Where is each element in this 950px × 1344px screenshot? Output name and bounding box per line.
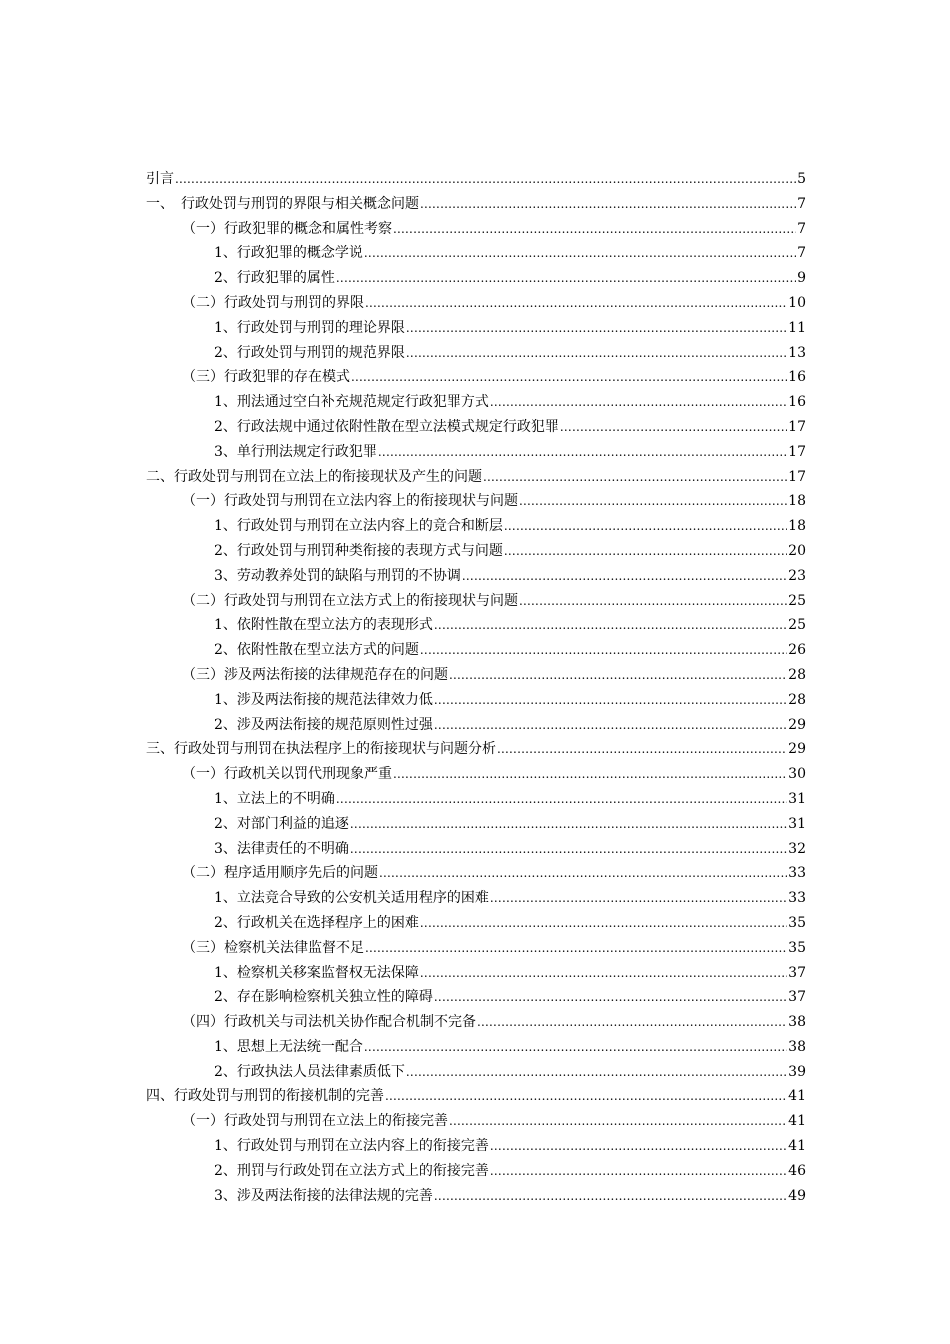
toc-entry-title: 1、立法上的不明确 bbox=[214, 790, 335, 807]
toc-entry[interactable] bbox=[146, 167, 806, 192]
toc-entry-page-number: 38 bbox=[788, 1038, 806, 1055]
toc-entry[interactable] bbox=[146, 465, 806, 490]
toc-entry-page-number: 28 bbox=[788, 666, 806, 683]
toc-entry-page-number: 46 bbox=[788, 1162, 806, 1179]
dot-leader bbox=[490, 1134, 787, 1159]
toc-entry-page-number: 41 bbox=[788, 1138, 806, 1155]
dot-leader bbox=[560, 415, 787, 440]
dot-leader bbox=[365, 291, 787, 316]
toc-entry-title: 3、单行刑法规定行政犯罪 bbox=[214, 443, 377, 460]
toc-entry[interactable] bbox=[146, 787, 806, 812]
toc-entry[interactable] bbox=[146, 539, 806, 564]
toc-entry[interactable] bbox=[146, 1159, 806, 1184]
toc-entry-page-number: 7 bbox=[797, 195, 806, 212]
toc-entry-page-number: 16 bbox=[788, 369, 806, 386]
toc-entry-page-number: 37 bbox=[788, 964, 806, 981]
toc-entry[interactable] bbox=[146, 936, 806, 961]
dot-leader bbox=[504, 539, 787, 564]
dot-leader bbox=[350, 837, 787, 862]
dot-leader bbox=[420, 961, 787, 986]
toc-entry-page-number: 25 bbox=[788, 617, 806, 634]
toc-entry[interactable] bbox=[146, 241, 806, 266]
dot-leader bbox=[420, 911, 787, 936]
dot-leader bbox=[406, 341, 787, 366]
toc-entry[interactable] bbox=[146, 861, 806, 886]
toc-entry-title: 四、行政处罚与刑罚的衔接机制的完善 bbox=[146, 1088, 384, 1105]
dot-leader bbox=[449, 663, 787, 688]
toc-entry[interactable] bbox=[146, 415, 806, 440]
toc-entry[interactable] bbox=[146, 291, 806, 316]
toc-entry-page-number: 32 bbox=[788, 840, 806, 857]
toc-entry-title: 2、存在影响检察机关独立性的障碍 bbox=[214, 989, 433, 1006]
toc-entry-title: （二）程序适用顺序先后的问题 bbox=[182, 865, 378, 882]
toc-entry-page-number: 7 bbox=[797, 220, 806, 237]
toc-entry-title: （三）行政犯罪的存在模式 bbox=[182, 369, 350, 386]
toc-entry-title: 引言 bbox=[146, 171, 174, 187]
toc-entry[interactable] bbox=[146, 1084, 806, 1109]
toc-entry-title: 1、刑法通过空白补充规范规定行政犯罪方式 bbox=[214, 394, 489, 411]
dot-leader bbox=[434, 985, 787, 1010]
toc-entry-page-number: 33 bbox=[788, 890, 806, 907]
dot-leader bbox=[364, 1035, 787, 1060]
toc-entry-page-number: 31 bbox=[788, 815, 806, 832]
toc-entry-page-number: 39 bbox=[788, 1063, 806, 1080]
dot-leader bbox=[364, 241, 796, 266]
toc-entry-page-number: 38 bbox=[788, 1014, 806, 1031]
dot-leader bbox=[490, 886, 787, 911]
toc-entry-title: 1、行政处罚与刑罚的理论界限 bbox=[214, 319, 405, 336]
toc-entry[interactable] bbox=[146, 192, 806, 217]
toc-entry-page-number: 5 bbox=[797, 171, 806, 187]
dot-leader bbox=[365, 936, 787, 961]
toc-entry-title: 2、行政执法人员法律素质低下 bbox=[214, 1063, 405, 1080]
toc-entry-page-number: 7 bbox=[797, 245, 806, 262]
toc-entry[interactable] bbox=[146, 489, 806, 514]
toc-entry-page-number: 49 bbox=[788, 1187, 806, 1204]
toc-entry[interactable] bbox=[146, 961, 806, 986]
dot-leader bbox=[449, 1109, 787, 1134]
dot-leader bbox=[393, 762, 787, 787]
toc-entry[interactable] bbox=[146, 266, 806, 291]
toc-entry[interactable] bbox=[146, 440, 806, 465]
dot-leader bbox=[336, 266, 796, 291]
toc-entry-title: 2、刑罚与行政处罚在立法方式上的衔接完善 bbox=[214, 1162, 489, 1179]
toc-entry-page-number: 23 bbox=[788, 567, 806, 584]
toc-entry-title: （四）行政机关与司法机关协作配合机制不完备 bbox=[182, 1014, 476, 1031]
toc-entry-page-number: 29 bbox=[788, 741, 806, 758]
toc-entry[interactable] bbox=[146, 713, 806, 738]
toc-entry[interactable] bbox=[146, 613, 806, 638]
toc-entry-page-number: 18 bbox=[788, 493, 806, 510]
toc-entry[interactable] bbox=[146, 316, 806, 341]
dot-leader bbox=[406, 316, 787, 341]
dot-leader bbox=[519, 489, 787, 514]
toc-entry-title: 1、行政犯罪的概念学说 bbox=[214, 245, 363, 262]
dot-leader bbox=[434, 1184, 787, 1209]
toc-entry[interactable] bbox=[146, 812, 806, 837]
toc-entry[interactable] bbox=[146, 589, 806, 614]
toc-entry[interactable] bbox=[146, 1184, 806, 1209]
dot-leader bbox=[406, 1060, 787, 1085]
toc-entry-page-number: 11 bbox=[788, 319, 806, 336]
toc-entry-title: （三）检察机关法律监督不足 bbox=[182, 939, 364, 956]
toc-entry[interactable] bbox=[146, 762, 806, 787]
toc-entry-page-number: 25 bbox=[788, 592, 806, 609]
toc-entry-title: 1、立法竞合导致的公安机关适用程序的困难 bbox=[214, 890, 489, 907]
dot-leader bbox=[434, 613, 787, 638]
toc-entry[interactable] bbox=[146, 688, 806, 713]
toc-entry-page-number: 41 bbox=[788, 1088, 806, 1105]
dot-leader bbox=[483, 465, 787, 490]
toc-entry-title: 二、行政处罚与刑罚在立法上的衔接现状及产生的问题 bbox=[146, 468, 482, 485]
toc-entry[interactable] bbox=[146, 911, 806, 936]
toc-entry[interactable] bbox=[146, 390, 806, 415]
dot-leader bbox=[462, 564, 787, 589]
toc-entry[interactable] bbox=[146, 365, 806, 390]
toc-entry-title: （一）行政机关以罚代刑现象严重 bbox=[182, 766, 392, 783]
toc-entry[interactable] bbox=[146, 1109, 806, 1134]
toc-entry[interactable] bbox=[146, 341, 806, 366]
toc-entry-page-number: 31 bbox=[788, 790, 806, 807]
toc-entry[interactable] bbox=[146, 514, 806, 539]
toc-entry-title: （三）涉及两法衔接的法律规范存在的问题 bbox=[182, 666, 448, 683]
toc-entry-title: （一）行政处罚与刑罚在立法上的衔接完善 bbox=[182, 1113, 448, 1130]
toc-entry[interactable] bbox=[146, 837, 806, 862]
toc-entry[interactable] bbox=[146, 1134, 806, 1159]
dot-leader bbox=[385, 1084, 787, 1109]
dot-leader bbox=[336, 787, 787, 812]
toc-entry-title: （二）行政处罚与刑罚的界限 bbox=[182, 294, 364, 311]
toc-entry-page-number: 10 bbox=[788, 294, 806, 311]
toc-entry-title: 1、依附性散在型立法方的表现形式 bbox=[214, 617, 433, 634]
toc-entry-page-number: 30 bbox=[788, 766, 806, 783]
toc-entry[interactable] bbox=[146, 638, 806, 663]
toc-entry-title: 3、劳动教养处罚的缺陷与刑罚的不协调 bbox=[214, 567, 461, 584]
dot-leader bbox=[420, 192, 796, 217]
toc-entry[interactable] bbox=[146, 1010, 806, 1035]
toc-entry-page-number: 20 bbox=[788, 542, 806, 559]
toc-entry-title: 1、行政处罚与刑罚在立法内容上的衔接完善 bbox=[214, 1138, 489, 1155]
dot-leader bbox=[351, 365, 787, 390]
toc-entry-title: 1、行政处罚与刑罚在立法内容上的竞合和断层 bbox=[214, 518, 503, 535]
toc-entry-title: 三、行政处罚与刑罚在执法程序上的衔接现状与问题分析 bbox=[146, 741, 496, 758]
toc-entry-page-number: 17 bbox=[788, 443, 806, 460]
toc-entry-page-number: 9 bbox=[797, 270, 806, 287]
toc-entry-page-number: 13 bbox=[788, 344, 806, 361]
toc-entry-page-number: 16 bbox=[788, 394, 806, 411]
toc-entry-title: 2、涉及两法衔接的规范原则性过强 bbox=[214, 716, 433, 733]
dot-leader bbox=[350, 812, 787, 837]
toc-entry-title: 3、涉及两法衔接的法律法规的完善 bbox=[214, 1187, 433, 1204]
toc-entry-page-number: 17 bbox=[788, 418, 806, 435]
dot-leader bbox=[393, 217, 796, 242]
dot-leader bbox=[490, 390, 787, 415]
toc-entry-title: 2、行政机关在选择程序上的困难 bbox=[214, 914, 419, 931]
toc-entry-title: 2、对部门利益的追逐 bbox=[214, 815, 349, 832]
toc-entry-title: （一）行政处罚与刑罚在立法内容上的衔接现状与问题 bbox=[182, 493, 518, 510]
toc-entry-title: 2、行政法规中通过依附性散在型立法模式规定行政犯罪 bbox=[214, 418, 559, 435]
toc-entry-title: 1、涉及两法衔接的规范法律效力低 bbox=[214, 691, 433, 708]
toc-entry[interactable] bbox=[146, 1060, 806, 1085]
dot-leader bbox=[490, 1159, 787, 1184]
toc-entry-page-number: 18 bbox=[788, 518, 806, 535]
dot-leader bbox=[420, 638, 787, 663]
toc-entry-page-number: 37 bbox=[788, 989, 806, 1006]
dot-leader bbox=[434, 688, 787, 713]
toc-entry-page-number: 33 bbox=[788, 865, 806, 882]
toc-entry[interactable] bbox=[146, 217, 806, 242]
toc-entry-title: 一、 行政处罚与刑罚的界限与相关概念问题 bbox=[146, 195, 419, 212]
toc-entry-title: 1、检察机关移案监督权无法保障 bbox=[214, 964, 419, 981]
toc-entry-title: 1、思想上无法统一配合 bbox=[214, 1038, 363, 1055]
toc-entry-title: （二）行政处罚与刑罚在立法方式上的衔接现状与问题 bbox=[182, 592, 518, 609]
toc-entry-title: 2、依附性散在型立法方式的问题 bbox=[214, 642, 419, 659]
toc-entry-page-number: 41 bbox=[788, 1113, 806, 1130]
toc-entry[interactable] bbox=[146, 663, 806, 688]
dot-leader bbox=[434, 713, 787, 738]
toc-entry-page-number: 29 bbox=[788, 716, 806, 733]
dot-leader bbox=[504, 514, 787, 539]
dot-leader bbox=[497, 737, 787, 762]
toc-entry[interactable] bbox=[146, 985, 806, 1010]
toc-entry-page-number: 35 bbox=[788, 914, 806, 931]
toc-entry-page-number: 17 bbox=[788, 468, 806, 485]
toc-entry[interactable] bbox=[146, 1035, 806, 1060]
dot-leader bbox=[378, 440, 787, 465]
toc-entry-title: 2、行政犯罪的属性 bbox=[214, 270, 335, 287]
toc-entry[interactable] bbox=[146, 564, 806, 589]
dot-leader bbox=[379, 861, 787, 886]
dot-leader bbox=[477, 1010, 787, 1035]
dot-leader bbox=[175, 167, 796, 192]
toc-entry-page-number: 28 bbox=[788, 691, 806, 708]
toc-entry-title: 3、法律责任的不明确 bbox=[214, 840, 349, 857]
toc-entry-page-number: 35 bbox=[788, 939, 806, 956]
toc-entry[interactable] bbox=[146, 886, 806, 911]
toc-entry-title: 2、行政处罚与刑罚的规范界限 bbox=[214, 344, 405, 361]
table-of-contents bbox=[146, 167, 806, 1208]
toc-entry[interactable] bbox=[146, 737, 806, 762]
toc-entry-title: （一）行政犯罪的概念和属性考察 bbox=[182, 220, 392, 237]
toc-entry-title: 2、行政处罚与刑罚种类衔接的表现方式与问题 bbox=[214, 542, 503, 559]
dot-leader bbox=[519, 589, 787, 614]
toc-entry-page-number: 26 bbox=[788, 642, 806, 659]
